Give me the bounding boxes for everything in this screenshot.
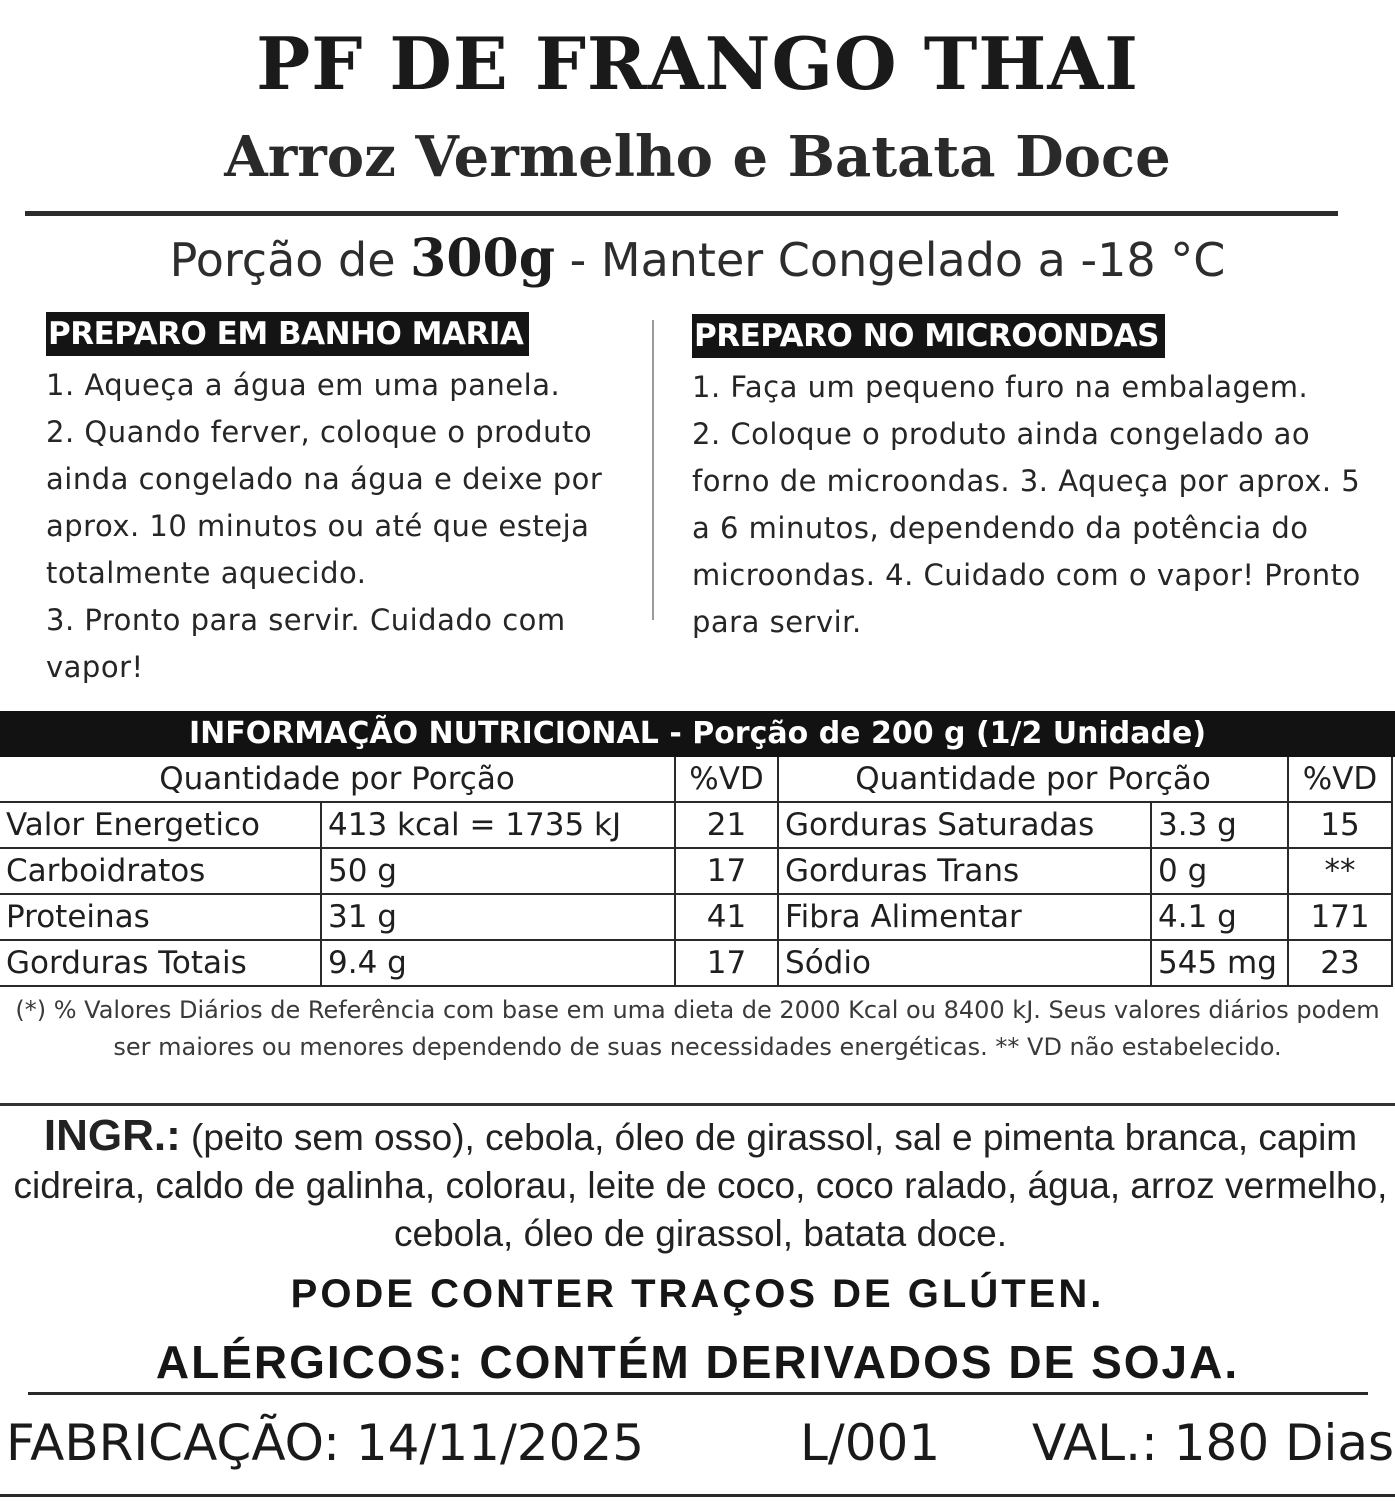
prep-banho-step-1: 1. Aqueça a água em uma panela. (46, 368, 561, 402)
prep-banho-step-2: 2. Quando ferver, coloque o produto ainda congelado na água e deixe por aprox. 10 minutos ou até que esteja totalmente aquecido. (46, 415, 603, 590)
portion-value: 300g (410, 228, 556, 289)
prep-banho-steps (46, 362, 636, 691)
col-qty-left: Quantidade por Porção (0, 757, 675, 802)
nutrient-vd: 17 (675, 940, 778, 986)
portion-suffix: - Manter Congelado a -18 °C (555, 233, 1226, 287)
prep-micro-step-2: 2. Coloque o produto ainda congelado ao forno de microondas. 3. Aqueça por aprox. 5 a 6 minutos, dependendo da potência do microondas. 4. Cuidado com o vapor! Pronto para servir. (692, 417, 1361, 639)
nutrient-vd: 15 (1288, 802, 1392, 848)
nutrient-name: Gorduras Totais (0, 940, 321, 986)
nutrient-name: Sódio (778, 940, 1151, 986)
table-row (0, 848, 1392, 894)
nutrient-vd: 17 (675, 848, 778, 894)
nutrient-qty: 0 g (1151, 848, 1288, 894)
portion-line (0, 228, 1395, 291)
nutrient-qty: 545 mg (1151, 940, 1288, 986)
prep-micro-step-1: 1. Faça um pequeno furo na embalagem. (692, 370, 1309, 404)
ingredients (8, 1112, 1393, 1258)
column-divider (652, 320, 654, 620)
nutrition-title: INFORMAÇÃO NUTRICIONAL - Porção de 200 g (1/2 Unidade) (0, 711, 1395, 757)
nutrient-qty: 31 g (321, 894, 675, 940)
nutrient-name: Fibra Alimentar (778, 894, 1151, 940)
nutrition-header-row (0, 757, 1392, 802)
allergen-warning: ALÉRGICOS: CONTÉM DERIVADOS DE SOJA. (155, 1336, 1240, 1388)
nutrient-name: Gorduras Saturadas (778, 802, 1151, 848)
nutrient-vd: ** (1288, 848, 1392, 894)
prep-banho-section (46, 312, 529, 356)
divider-footer (0, 1494, 1395, 1497)
table-row (0, 940, 1392, 986)
nutrient-qty: 413 kcal = 1735 kJ (321, 802, 675, 848)
divider-middle (0, 1103, 1395, 1106)
gluten-warning: PODE CONTER TRAÇOS DE GLÚTEN. (290, 1272, 1105, 1316)
nutrient-qty: 50 g (321, 848, 675, 894)
nutrient-qty: 3.3 g (1151, 802, 1288, 848)
col-qty-right: Quantidade por Porção (778, 757, 1288, 802)
table-row (0, 894, 1392, 940)
divider-bottom (28, 1392, 1368, 1395)
nutrition-footnote: (*) % Valores Diários de Referência com base em uma dieta de 2000 Kcal ou 8400 kJ. Seus valores diários podem ser maiores ou menores dependendo de suas necessidades energéticas. ** VD não estabelecido. (15, 996, 1380, 1061)
lot-number: L/001 (800, 1414, 941, 1472)
col-vd-left: %VD (675, 757, 778, 802)
portion-prefix: Porção de (169, 233, 411, 287)
prep-banho-heading: PREPARO EM BANHO MARIA (46, 312, 529, 356)
nutrient-vd: 41 (675, 894, 778, 940)
prep-micro-heading: PREPARO NO MICROONDAS (692, 314, 1165, 358)
nutrient-name: Gorduras Trans (778, 848, 1151, 894)
table-row (0, 802, 1392, 848)
product-title: PF DE FRANGO THAI (256, 21, 1139, 106)
divider-top (25, 211, 1338, 216)
shelf-life: VAL.: 180 Dias (1032, 1414, 1395, 1472)
prep-micro-steps (692, 364, 1362, 646)
nutrition-table (0, 757, 1393, 987)
col-vd-right: %VD (1288, 757, 1392, 802)
nutrient-vd: 21 (675, 802, 778, 848)
nutrient-name: Proteinas (0, 894, 321, 940)
manufacture-date: FABRICAÇÃO: 14/11/2025 (6, 1414, 645, 1472)
prep-banho-step-3: 3. Pronto para servir. Cuidado com vapor! (46, 603, 566, 684)
ingredients-text: (peito sem osso), cebola, óleo de girassol, sal e pimenta branca, capim cidreira, caldo de galinha, colorau, leite de coco, coco ralado, água, arroz vermelho, cebola, óleo de girassol, batata doce. (13, 1117, 1388, 1254)
nutrient-name: Valor Energetico (0, 802, 321, 848)
product-subtitle: Arroz Vermelho e Batata Doce (224, 124, 1171, 190)
nutrient-qty: 9.4 g (321, 940, 675, 986)
prep-micro-section (692, 314, 1165, 358)
nutrient-name: Carboidratos (0, 848, 321, 894)
nutrient-vd: 171 (1288, 894, 1392, 940)
nutrient-qty: 4.1 g (1151, 894, 1288, 940)
ingredients-label: INGR.: (43, 1111, 181, 1160)
nutrient-vd: 23 (1288, 940, 1392, 986)
